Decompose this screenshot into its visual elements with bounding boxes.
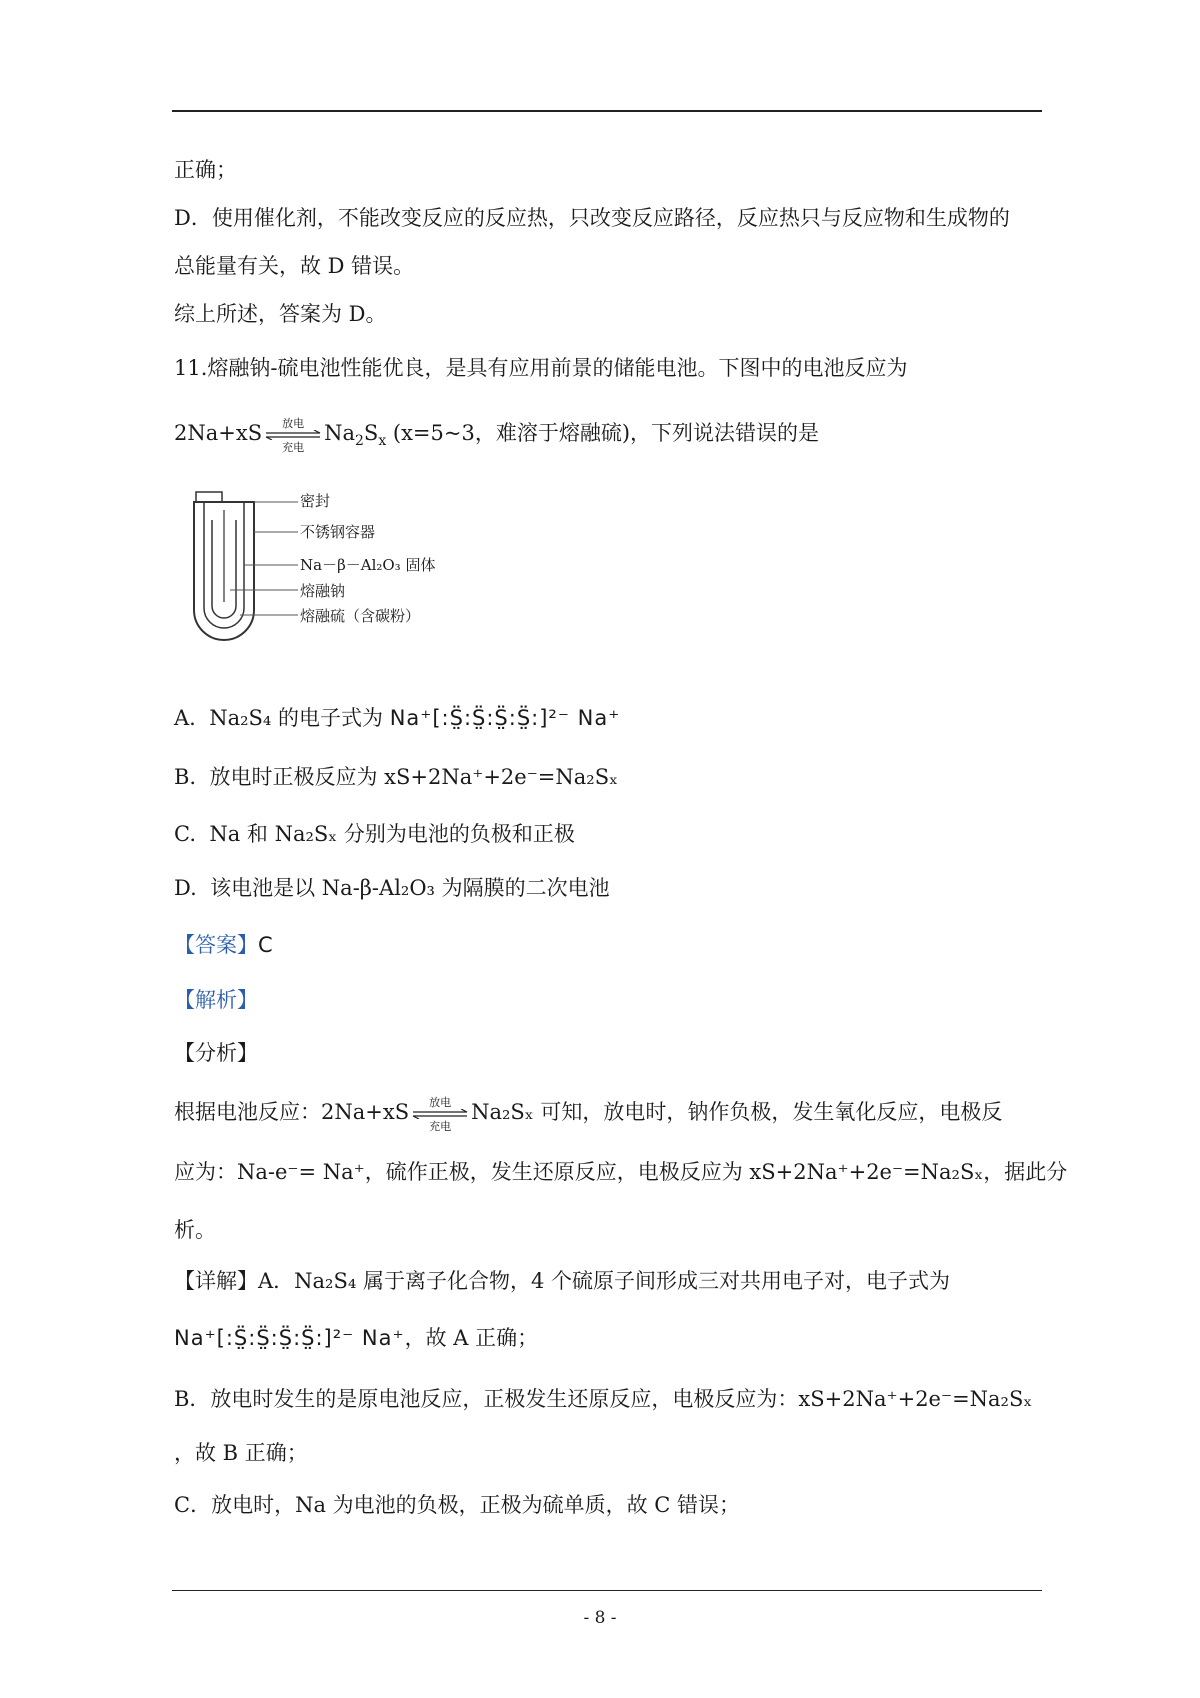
diagram-label-seal: 密封	[300, 492, 331, 510]
option-c: C. Na 和 Na₂Sₓ 分别为电池的负极和正极	[174, 822, 575, 846]
answer-value: C	[258, 933, 273, 957]
reaction-equation	[174, 416, 820, 454]
detail-line-b-tail: ，故 B 正确；	[174, 1441, 308, 1465]
reversible-arrow-icon	[264, 416, 322, 454]
option-b: B. 放电时正极反应为 xS+2Na⁺+2e⁻=Na₂Sₓ	[174, 765, 618, 789]
answer-line	[174, 930, 273, 960]
option-a: A. Na₂S₄ 的电子式为 Na⁺[:S̤̈:S̤̈:S̤̈:S̤̈:]²⁻ Na⁺	[174, 706, 621, 730]
footer-rule	[172, 1590, 1042, 1591]
answer-label: 【答案】	[174, 933, 258, 957]
battery-diagram	[190, 490, 490, 680]
analysis-label: 【解析】	[174, 988, 258, 1012]
diagram-label-solid: Na－β－Al₂O₃ 固体	[300, 556, 436, 574]
electron-formula-a: Na⁺[:S̤̈:S̤̈:S̤̈:S̤̈:]²⁻ Na⁺	[389, 706, 621, 730]
detail-label: 【详解】	[174, 1269, 258, 1293]
arrow-top-label: 放电	[282, 416, 305, 430]
text-line-2: D．使用催化剂，不能改变反应的反应热，只改变反应路径，反应热只与反应物和生成物的	[174, 206, 1010, 230]
diagram-label-container: 不锈钢容器	[300, 523, 376, 541]
analysis-para-1: 根据电池反应：2Na+xS 放电 充电 Na₂Sₓ 可知，放电时，钠作负极，发生氧化反应，电极反	[174, 1095, 1003, 1133]
text-line-1: 正确；	[174, 158, 237, 182]
battery-cell-figure	[190, 490, 300, 680]
reversible-arrow-icon-2: 放电 充电	[411, 1099, 469, 1129]
analysis-para-3: 析。	[174, 1218, 216, 1242]
analysis-sub-label: 【分析】	[174, 1041, 258, 1065]
question-title: 11.熔融钠-硫电池性能优良，是具有应用前景的储能电池。下图中的电池反应为	[174, 356, 908, 380]
text-line-3: 总能量有关，故 D 错误。	[174, 254, 415, 278]
header-rule	[172, 110, 1042, 112]
electron-formula-detail: Na⁺[:S̤̈:S̤̈:S̤̈:S̤̈:]²⁻ Na⁺	[174, 1326, 405, 1350]
reaction-left: 2Na+xS	[174, 421, 263, 445]
detail-line-b: B．放电时发生的是原电池反应，正极发生还原反应，电极反应为：xS+2Na⁺+2e⁻=Na₂Sₓ	[174, 1387, 1033, 1411]
text-line-4: 综上所述，答案为 D。	[174, 302, 387, 326]
detail-formula-line: Na⁺[:S̤̈:S̤̈:S̤̈:S̤̈:]²⁻ Na⁺，故 A 正确；	[174, 1326, 539, 1350]
option-d: D. 该电池是以 Na-β-Al₂O₃ 为隔膜的二次电池	[174, 876, 610, 900]
page-number: - 8 -	[583, 1608, 617, 1628]
reaction-tail: (x=5~3，难溶于熔融硫)，下列说法错误的是	[386, 421, 820, 445]
arrow-bottom-label: 充电	[282, 440, 305, 454]
detail-line-a: 【详解】A．Na₂S₄ 属于离子化合物，4 个硫原子间形成三对共用电子对，电子式为	[174, 1269, 950, 1293]
detail-line-c: C．放电时，Na 为电池的负极，正极为硫单质，故 C 错误；	[174, 1493, 741, 1517]
diagram-label-molten-sulfur: 熔融硫（含碳粉）	[300, 607, 421, 625]
analysis-para-2: 应为：Na-e⁻= Na⁺，硫作正极，发生还原反应，电极反应为 xS+2Na⁺+2e⁻=Na₂Sₓ，据此分	[174, 1160, 1068, 1184]
reaction-right: $Na_2S_x$	[324, 421, 387, 450]
diagram-label-molten-sodium: 熔融钠	[300, 582, 346, 600]
